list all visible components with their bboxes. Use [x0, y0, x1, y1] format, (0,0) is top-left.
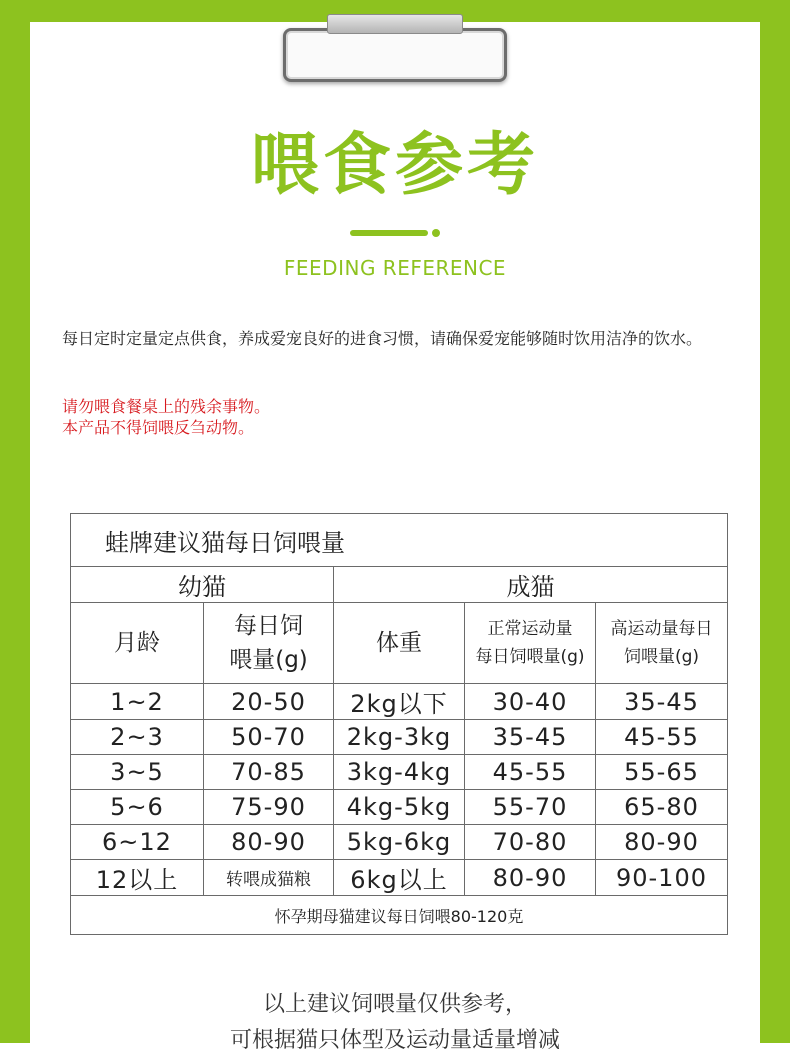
warning-line: 本产品不得饲喂反刍动物。 — [62, 418, 255, 437]
feeding-table — [70, 513, 728, 935]
cell-normal: 30-40 — [465, 684, 596, 720]
cell-weight: 4kg-5kg — [334, 790, 465, 825]
table-row — [71, 790, 728, 825]
group-kitten: 幼猫 — [71, 567, 334, 603]
cell-high: 55-65 — [596, 755, 728, 790]
table-row — [71, 860, 728, 896]
cell-age: 1~2 — [71, 684, 204, 720]
cell-kitten: 75-90 — [204, 790, 334, 825]
cell-high: 45-55 — [596, 720, 728, 755]
cell-kitten: 70-85 — [204, 755, 334, 790]
header-normal-line2: 每日饲喂量(g) — [475, 647, 585, 667]
cell-high: 90-100 — [596, 860, 728, 896]
header-high-line1: 高运动量每日 — [610, 619, 713, 639]
clipboard-clip-icon — [283, 28, 507, 82]
cell-weight: 2kg-3kg — [334, 720, 465, 755]
title-underline-dot — [432, 229, 440, 237]
cell-weight: 2kg以下 — [334, 684, 465, 720]
intro-paragraph: 每日定时定量定点供食，养成爱宠良好的进食习惯，请确保爱宠能够随时饮用洁净的饮水。 — [62, 329, 703, 348]
cell-kitten: 50-70 — [204, 720, 334, 755]
cell-normal: 80-90 — [465, 860, 596, 896]
cell-age: 6~12 — [71, 825, 204, 860]
header-high-activity — [596, 603, 728, 684]
header-age: 月龄 — [71, 603, 204, 684]
header-kitten-amount — [204, 603, 334, 684]
cell-weight: 5kg-6kg — [334, 825, 465, 860]
cell-age: 12以上 — [71, 860, 204, 896]
cell-normal: 55-70 — [465, 790, 596, 825]
cell-kitten: 转喂成猫粮 — [204, 860, 334, 896]
cell-age: 5~6 — [71, 790, 204, 825]
cell-kitten: 80-90 — [204, 825, 334, 860]
header-high-line2: 饲喂量(g) — [623, 647, 700, 667]
table-title: 蛙牌建议猫每日饲喂量 — [71, 514, 728, 567]
warning-block — [62, 396, 732, 438]
title-underline — [350, 230, 428, 236]
cell-high: 35-45 — [596, 684, 728, 720]
cell-age: 2~3 — [71, 720, 204, 755]
cell-age: 3~5 — [71, 755, 204, 790]
group-adult: 成猫 — [334, 567, 728, 603]
bottom-note-line1: 以上建议饲喂量仅供参考， — [262, 992, 527, 1017]
header-normal-activity — [465, 603, 596, 684]
header-kitten-amount-line2: 喂量(g) — [229, 647, 308, 673]
cell-kitten: 20-50 — [204, 684, 334, 720]
cell-normal: 35-45 — [465, 720, 596, 755]
cell-normal: 70-80 — [465, 825, 596, 860]
header-weight: 体重 — [334, 603, 465, 684]
table-row — [71, 720, 728, 755]
table-footer: 怀孕期母猫建议每日饲喂80-120克 — [71, 896, 728, 935]
page-title: 喂食参考 — [250, 126, 539, 205]
header-kitten-amount-line1: 每日饲 — [234, 613, 303, 639]
page-subtitle: FEEDING REFERENCE — [283, 256, 507, 280]
cell-weight: 6kg以上 — [334, 860, 465, 896]
bottom-note-line2: 可根据猫只体型及运动量适量增减 — [229, 1028, 560, 1053]
warning-line: 请勿喂食餐桌上的残余事物。 — [62, 397, 271, 416]
table-row — [71, 755, 728, 790]
cell-weight: 3kg-4kg — [334, 755, 465, 790]
clip-bar-icon — [327, 14, 463, 34]
table-row — [71, 684, 728, 720]
cell-high: 80-90 — [596, 825, 728, 860]
cell-high: 65-80 — [596, 790, 728, 825]
table-row — [71, 825, 728, 860]
header-normal-line1: 正常运动量 — [487, 619, 573, 639]
cell-normal: 45-55 — [465, 755, 596, 790]
